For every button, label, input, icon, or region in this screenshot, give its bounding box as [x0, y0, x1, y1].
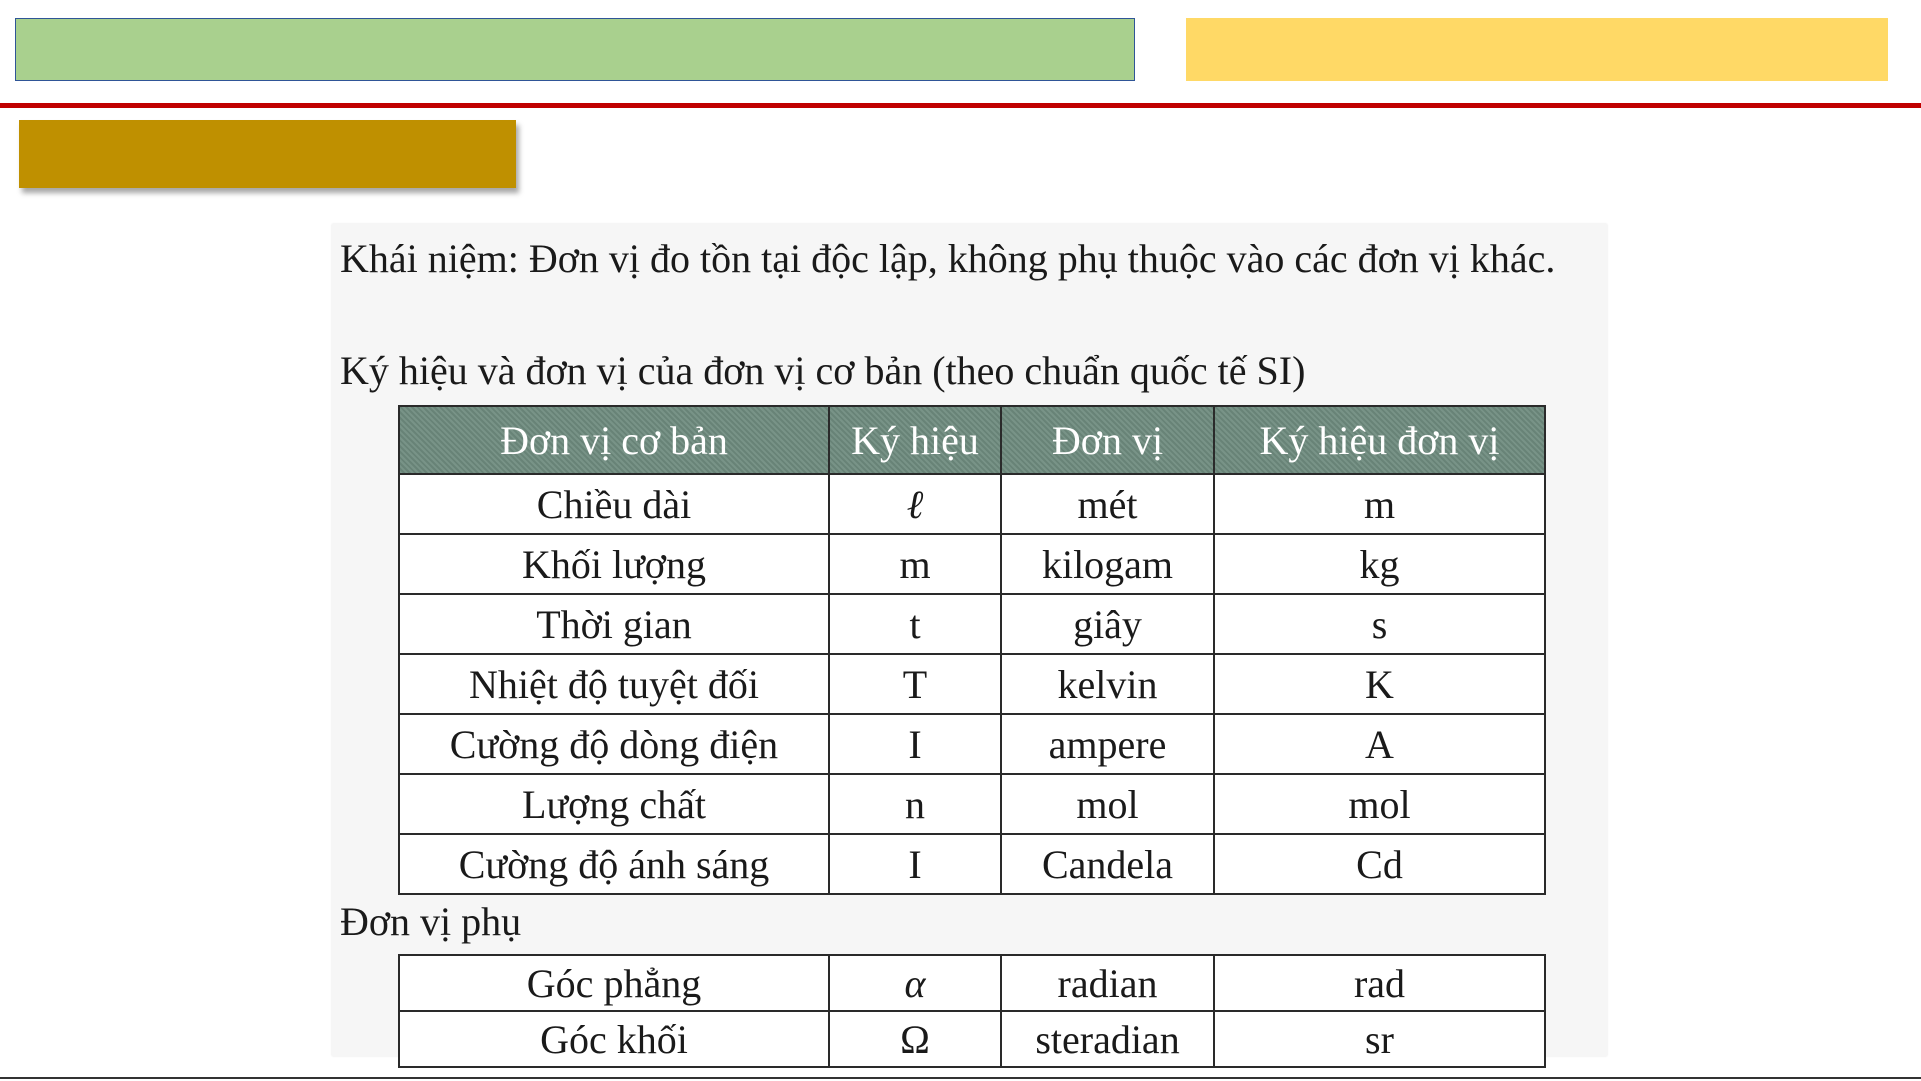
cell-quantity: Thời gian [399, 594, 829, 654]
cell-unit: mét [1001, 474, 1214, 534]
cell-quantity: Lượng chất [399, 774, 829, 834]
base-units-table [398, 405, 1546, 895]
header-unit-symbol: Ký hiệu đơn vị [1214, 406, 1545, 474]
header-unit: Đơn vị [1001, 406, 1214, 474]
footer-divider [0, 1077, 1921, 1079]
cell-symbol: I [829, 714, 1001, 774]
table-row [399, 1011, 1545, 1067]
base-units-title: Ký hiệu và đơn vị của đơn vị cơ bản (theo chuẩn quốc tế SI) [340, 348, 1306, 393]
secondary-units-table [398, 954, 1546, 1068]
table-row [399, 474, 1545, 534]
cell-symbol: α [829, 955, 1001, 1011]
cell-symbol: n [829, 774, 1001, 834]
title-box [19, 120, 516, 188]
cell-unit-symbol: s [1214, 594, 1545, 654]
cell-symbol: I [829, 834, 1001, 894]
header-bar-yellow [1186, 18, 1888, 81]
table-row [399, 774, 1545, 834]
cell-quantity: Cường độ dòng điện [399, 714, 829, 774]
cell-unit-symbol: rad [1214, 955, 1545, 1011]
cell-unit-symbol: m [1214, 474, 1545, 534]
cell-quantity: Chiều dài [399, 474, 829, 534]
header-divider [0, 103, 1921, 108]
table-row [399, 955, 1545, 1011]
cell-unit: steradian [1001, 1011, 1214, 1067]
cell-symbol: T [829, 654, 1001, 714]
table-header-row [399, 406, 1545, 474]
header-base-unit: Đơn vị cơ bản [399, 406, 829, 474]
cell-symbol: m [829, 534, 1001, 594]
cell-unit: Candela [1001, 834, 1214, 894]
cell-unit-symbol: K [1214, 654, 1545, 714]
cell-unit: mol [1001, 774, 1214, 834]
cell-quantity: Góc phẳng [399, 955, 829, 1011]
cell-quantity: Cường độ ánh sáng [399, 834, 829, 894]
cell-symbol: Ω [829, 1011, 1001, 1067]
cell-quantity: Khối lượng [399, 534, 829, 594]
cell-unit: kelvin [1001, 654, 1214, 714]
cell-unit-symbol: A [1214, 714, 1545, 774]
cell-unit-symbol: mol [1214, 774, 1545, 834]
cell-unit-symbol: sr [1214, 1011, 1545, 1067]
table-row [399, 714, 1545, 774]
table-row [399, 534, 1545, 594]
cell-quantity: Góc khối [399, 1011, 829, 1067]
header-bar-green [15, 18, 1135, 81]
cell-quantity: Nhiệt độ tuyệt đối [399, 654, 829, 714]
header-symbol: Ký hiệu [829, 406, 1001, 474]
cell-unit: ampere [1001, 714, 1214, 774]
table-row [399, 594, 1545, 654]
cell-unit: radian [1001, 955, 1214, 1011]
concept-text: Khái niệm: Đơn vị đo tồn tại độc lập, không phụ thuộc vào các đơn vị khác. [340, 236, 1556, 281]
content-panel [332, 224, 1607, 1062]
cell-unit-symbol: kg [1214, 534, 1545, 594]
cell-unit: giây [1001, 594, 1214, 654]
table-row [399, 834, 1545, 894]
table-row [399, 654, 1545, 714]
cell-unit-symbol: Cd [1214, 834, 1545, 894]
secondary-units-title: Đơn vị phụ [340, 899, 522, 944]
cell-symbol: ℓ [829, 474, 1001, 534]
cell-symbol: t [829, 594, 1001, 654]
cell-unit: kilogam [1001, 534, 1214, 594]
